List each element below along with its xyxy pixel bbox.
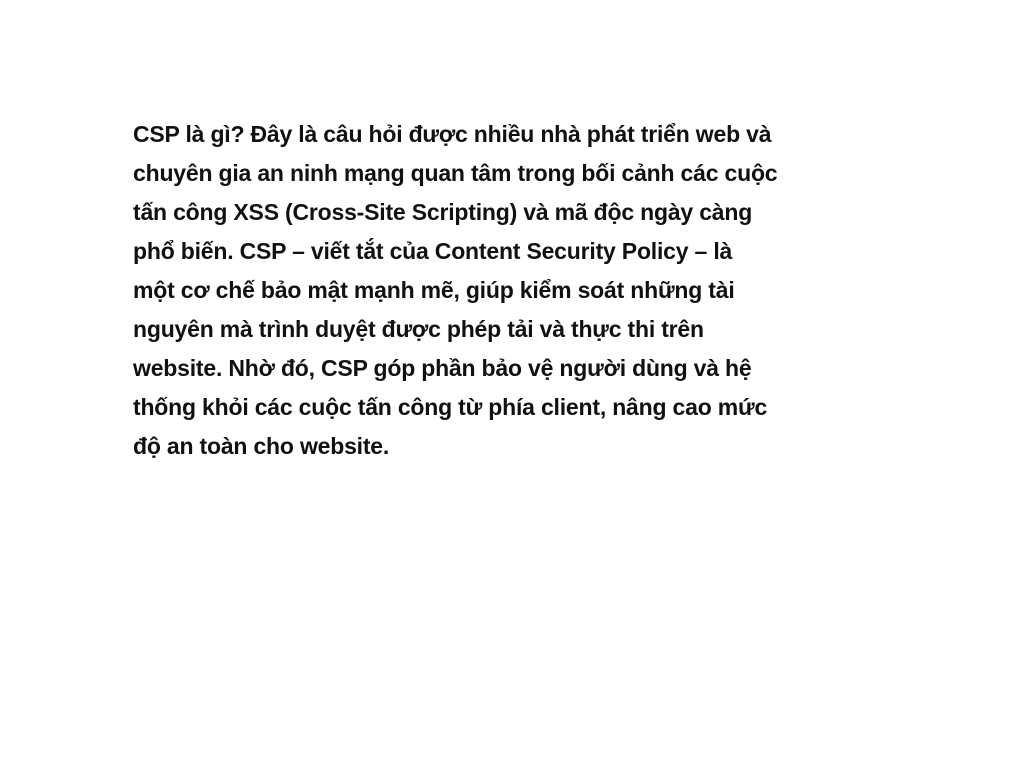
paragraph-line: website. Nhờ đó, CSP góp phần bảo vệ người dùng và hệ xyxy=(133,355,752,381)
paragraph-line: nguyên mà trình duyệt được phép tải và thực thi trên xyxy=(133,316,704,342)
paragraph-line: phổ biến. CSP – viết tắt của Content Security Policy – là xyxy=(133,238,733,264)
paragraph-line: một cơ chế bảo mật mạnh mẽ, giúp kiểm soát những tài xyxy=(133,277,735,303)
paragraph-line: CSP là gì? Đây là câu hỏi được nhiều nhà phát triển web và xyxy=(133,121,772,147)
article-paragraph xyxy=(133,115,893,466)
paragraph-line: thống khỏi các cuộc tấn công từ phía client, nâng cao mức xyxy=(133,394,768,420)
paragraph-line: chuyên gia an ninh mạng quan tâm trong bối cảnh các cuộc xyxy=(133,160,778,186)
paragraph-line: tấn công XSS (Cross-Site Scripting) và mã độc ngày càng xyxy=(133,199,753,225)
paragraph-line: độ an toàn cho website. xyxy=(133,433,390,459)
